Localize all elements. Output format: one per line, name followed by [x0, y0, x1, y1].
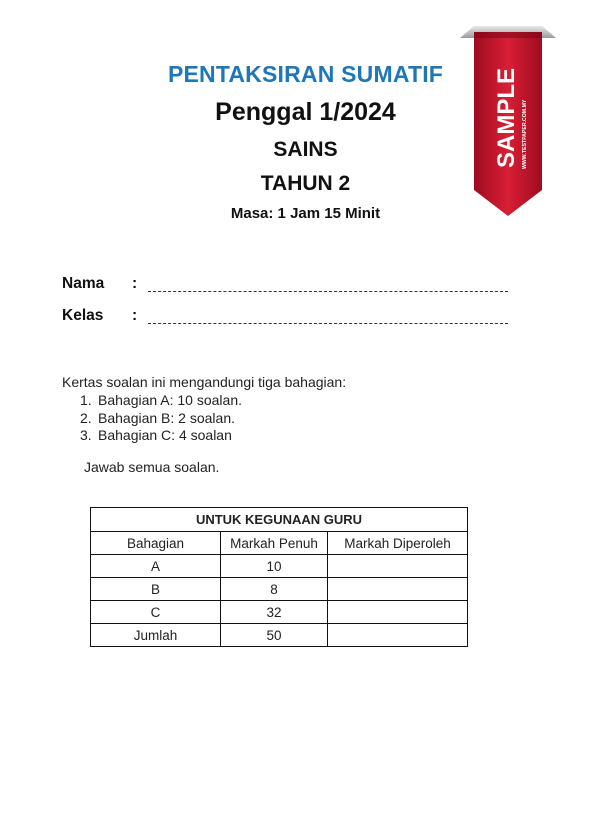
part-number: 3.	[80, 427, 92, 443]
section-cell: C	[91, 601, 221, 624]
obtained-marks-cell[interactable]	[328, 624, 468, 647]
part-number: 1.	[80, 392, 92, 408]
sample-ribbon-badge	[458, 18, 558, 218]
part-number: 2.	[80, 409, 92, 426]
exam-year: TAHUN 2	[260, 172, 351, 195]
column-header-section: Bahagian	[91, 532, 221, 555]
name-writing-line	[148, 291, 508, 292]
part-text: Bahagian A: 10 soalan.	[98, 392, 243, 408]
part-text: Bahagian B: 2 soalan.	[98, 409, 235, 426]
table-title-row	[91, 508, 468, 532]
full-marks-cell: 8	[221, 578, 328, 601]
full-marks-cell: 32	[221, 601, 328, 624]
column-header-obtained-marks: Markah Diperoleh	[328, 532, 468, 555]
class-colon: :	[132, 307, 138, 324]
list-item	[80, 410, 242, 428]
table-row-total	[91, 624, 468, 647]
table-title: UNTUK KEGUNAAN GURU	[91, 508, 468, 532]
name-colon: :	[132, 275, 138, 292]
list-item	[80, 392, 242, 410]
class-writing-line	[148, 323, 508, 324]
obtained-marks-cell[interactable]	[328, 555, 468, 578]
name-label: Nama	[62, 275, 105, 292]
table-row	[91, 601, 468, 624]
list-item	[80, 427, 242, 445]
part-text: Bahagian C: 4 soalan	[98, 427, 232, 443]
section-cell: A	[91, 555, 221, 578]
full-marks-cell: 50	[221, 624, 328, 647]
obtained-marks-cell[interactable]	[328, 601, 468, 624]
exam-duration: Masa: 1 Jam 15 Minit	[230, 205, 381, 222]
table-header-row	[91, 532, 468, 555]
obtained-marks-cell[interactable]	[328, 578, 468, 601]
teacher-marks-table	[90, 507, 468, 647]
class-label: Kelas	[62, 307, 104, 324]
full-marks-cell: 10	[221, 555, 328, 578]
parts-list	[80, 392, 242, 445]
ribbon-url-text: WWW.TESTPAPER.COM.MY	[522, 99, 528, 169]
table-row	[91, 578, 468, 601]
section-cell: B	[91, 578, 221, 601]
column-header-full-marks: Markah Penuh	[221, 532, 328, 555]
section-cell: Jumlah	[91, 624, 221, 647]
instruction-text: Jawab semua soalan.	[84, 459, 220, 475]
exam-title: PENTAKSIRAN SUMATIF	[167, 61, 444, 87]
intro-text: Kertas soalan ini mengandungi tiga bahagian:	[62, 374, 347, 390]
exam-term: Penggal 1/2024	[215, 98, 396, 126]
table-row	[91, 555, 468, 578]
ribbon-sample-text: SAMPLE	[493, 67, 520, 168]
exam-subject: SAINS	[273, 138, 338, 161]
